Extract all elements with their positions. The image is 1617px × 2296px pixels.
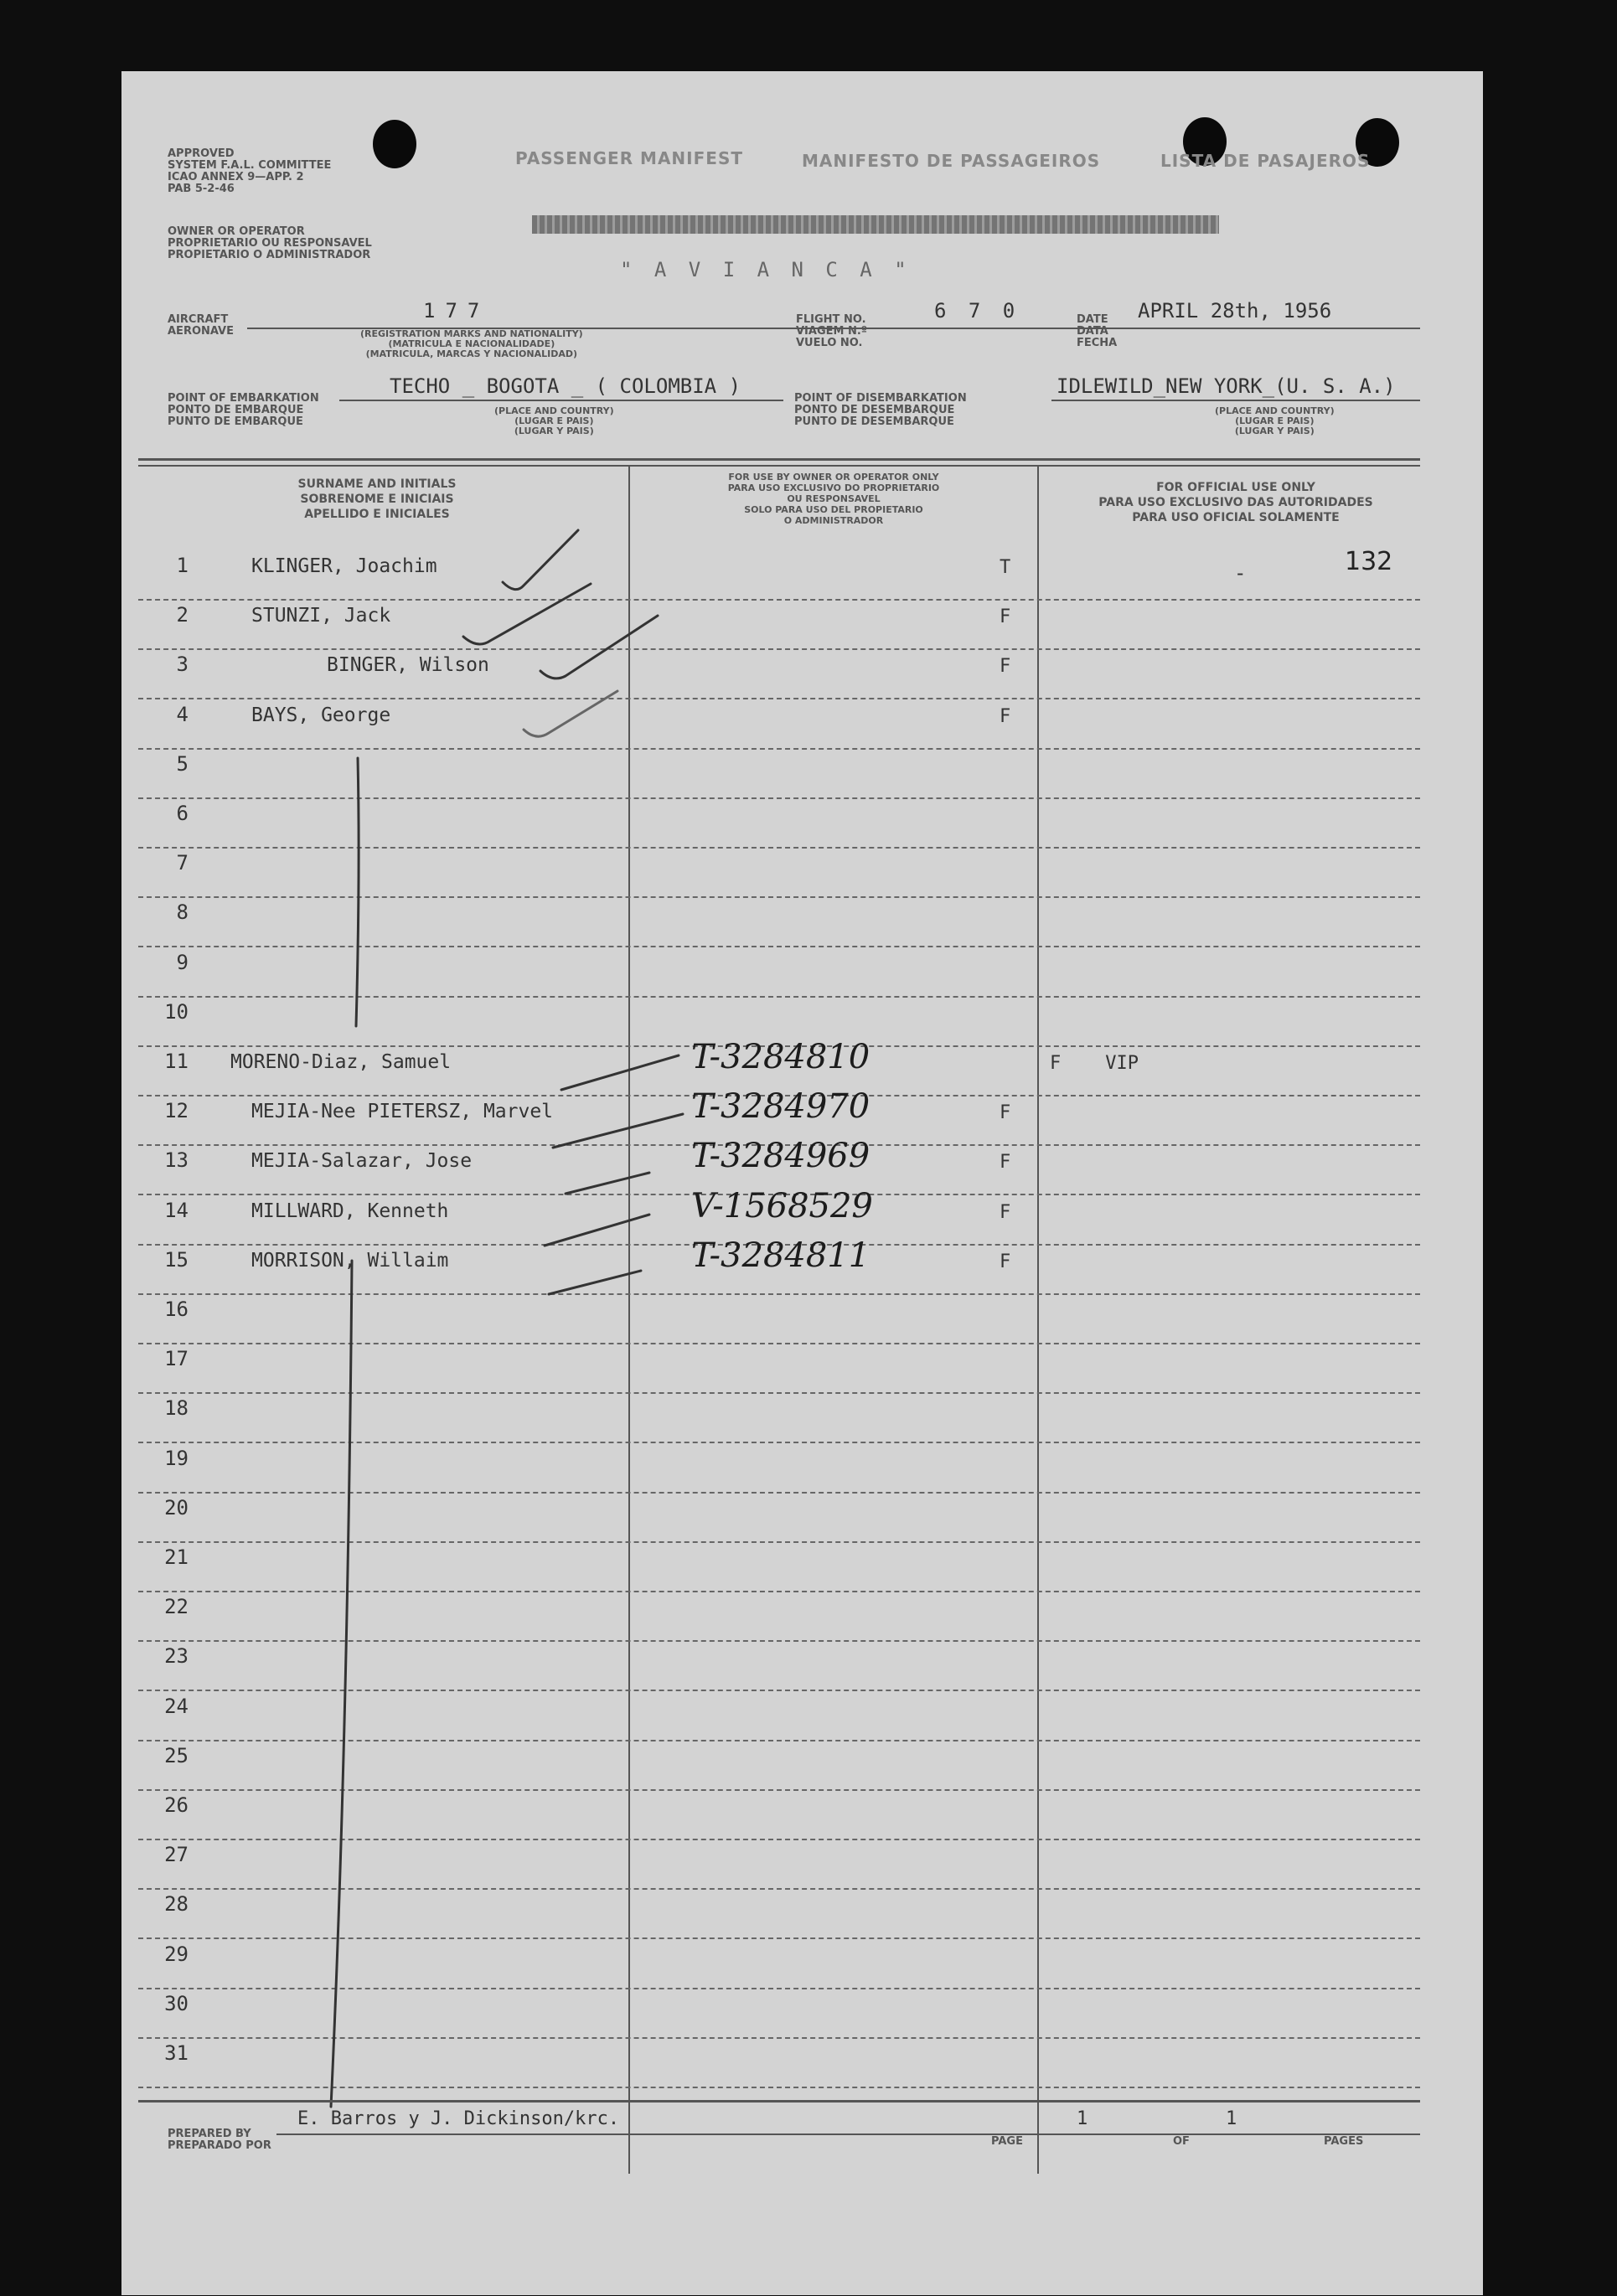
check-mark xyxy=(540,616,658,678)
disembark-value: IDLEWILD_NEW YORK_(U. S. A.) xyxy=(1056,374,1396,398)
embark-label: POINT OF EMBARKATION PONTO DE EMBARQUE PUNTO DE EMBARQUE xyxy=(168,392,319,428)
row-number: 23 xyxy=(164,1644,189,1668)
disembark-label: POINT OF DISEMBARKATION PONTO DE DESEMBARQUE PUNTO DE DESEMBARQUE xyxy=(794,392,967,428)
passenger-name: BINGER, Wilson xyxy=(327,654,489,676)
pages-value: 1 xyxy=(1226,2108,1237,2129)
row-number: 26 xyxy=(164,1793,189,1817)
row-number: 6 xyxy=(176,802,189,825)
row-number: 10 xyxy=(164,1000,189,1024)
row-number: 17 xyxy=(164,1347,189,1370)
title-manifesto: MANIFESTO DE PASSAGEIROS xyxy=(802,151,1101,171)
disembark-sub: (PLACE AND COUNTRY) (LUGAR E PAIS) (LUGAR Y PAIS) xyxy=(1215,405,1335,436)
passenger-name: KLINGER, Joachim xyxy=(251,555,437,577)
owner-label: OWNER OR OPERATOR PROPRIETARIO OU RESPONSAVEL PROPIETARIO O ADMINISTRADOR xyxy=(168,225,372,261)
row-number: 16 xyxy=(164,1298,189,1321)
passenger-name: MEJIA-Nee PIETERSZ, Marvel xyxy=(251,1101,554,1122)
passenger-name: BAYS, George xyxy=(251,704,391,726)
row-number: 24 xyxy=(164,1695,189,1718)
page-value: 1 xyxy=(1077,2108,1088,2129)
embark-value: TECHO _ BOGOTA _ ( COLOMBIA ) xyxy=(390,374,741,398)
row-number: 19 xyxy=(164,1447,189,1470)
status-flag: F xyxy=(1000,706,1011,727)
row-number: 11 xyxy=(164,1050,189,1073)
row-number: 3 xyxy=(176,653,189,676)
row-number: 8 xyxy=(176,900,189,924)
status-flag: F xyxy=(1000,656,1011,677)
row-number: 31 xyxy=(164,2041,189,2065)
dash-stroke xyxy=(566,1173,649,1194)
status-flag: F xyxy=(1000,1152,1011,1173)
row-number: 22 xyxy=(164,1595,189,1618)
row-number: 20 xyxy=(164,1496,189,1519)
status-flag: F xyxy=(1000,606,1011,627)
row-number: 21 xyxy=(164,1545,189,1569)
column-head-official-use: FOR OFFICIAL USE ONLY PARA USO EXCLUSIVO DAS AUTORIDADES PARA USO OFICIAL SOLAMENTE xyxy=(1098,481,1373,524)
page-label: PAGE xyxy=(991,2135,1023,2148)
official-count: 132 xyxy=(1345,547,1393,576)
dash-stroke xyxy=(545,1215,649,1246)
approval-block: APPROVED SYSTEM F.A.L. COMMITTEE ICAO ANNEX 9—APP. 2 PAB 5-2-46 xyxy=(168,147,332,195)
row-number: 30 xyxy=(164,1992,189,2015)
aircraft-sub: (REGISTRATION MARKS AND NATIONALITY) (MATRICULA E NACIONALIDADE) (MATRICULA, MARCAS Y NACIONALIDAD) xyxy=(360,328,583,359)
date-value: APRIL 28th, 1956 xyxy=(1138,299,1332,322)
title-lista: LISTA DE PASAJEROS xyxy=(1160,151,1371,171)
ticket-number: V-1568529 xyxy=(691,1187,873,1225)
brace-line xyxy=(331,1261,352,2107)
passenger-name: MORRISON, Willaim xyxy=(251,1250,449,1272)
manifest-page xyxy=(121,71,1483,2295)
row-number: 18 xyxy=(164,1396,189,1420)
prepared-label: PREPARED BY PREPARADO POR xyxy=(168,2128,271,2152)
row-number: 12 xyxy=(164,1099,189,1122)
row-number: 1 xyxy=(176,554,189,577)
brace-line xyxy=(356,758,359,1026)
passenger-name: MEJIA-Salazar, Jose xyxy=(251,1150,473,1172)
dash-stroke xyxy=(549,1271,641,1294)
table-bottom-rule xyxy=(138,2100,1420,2103)
row-number: 4 xyxy=(176,703,189,726)
row-number: 9 xyxy=(176,951,189,974)
pages-label: PAGES xyxy=(1324,2135,1364,2148)
row-number: 27 xyxy=(164,1843,189,1866)
official-note: F VIP xyxy=(1050,1053,1139,1074)
ticket-number: T-3284970 xyxy=(691,1087,870,1126)
aircraft-label: AIRCRAFT AERONAVE xyxy=(168,313,235,338)
status-flag: F xyxy=(1000,1251,1011,1272)
column-head-names: SURNAME AND INITIALS SOBRENOME E INICIAIS APELLIDO E INICIALES xyxy=(297,477,457,521)
prepared-value: E. Barros y J. Dickinson/krc. xyxy=(297,2108,620,2129)
passenger-name: STUNZI, Jack xyxy=(251,605,391,627)
title-passenger-manifest: PASSENGER MANIFEST xyxy=(515,148,743,168)
row-number: 14 xyxy=(164,1199,189,1222)
dash-stroke xyxy=(553,1114,683,1148)
check-mark xyxy=(463,584,591,644)
official-dash: - xyxy=(1234,561,1247,585)
row-number: 28 xyxy=(164,1892,189,1916)
embark-sub: (PLACE AND COUNTRY) (LUGAR E PAIS) (LUGAR Y PAIS) xyxy=(494,405,614,436)
handwriting-layer xyxy=(121,71,1483,2295)
row-number: 5 xyxy=(176,752,189,776)
row-number: 13 xyxy=(164,1148,189,1172)
row-number: 15 xyxy=(164,1248,189,1272)
aircraft-value: 177 xyxy=(423,299,490,322)
flight-label: FLIGHT NO. VIAGEM N.º VUELO NO. xyxy=(796,313,868,349)
ticket-number: T-3284810 xyxy=(691,1038,870,1076)
operator-name: " A V I A N C A " xyxy=(620,258,912,281)
row-number: 7 xyxy=(176,851,189,875)
row-number: 25 xyxy=(164,1744,189,1767)
ticket-number: T-3284811 xyxy=(691,1236,870,1275)
row-number: 2 xyxy=(176,603,189,627)
ticket-number: T-3284969 xyxy=(691,1137,870,1175)
check-mark xyxy=(524,691,617,736)
dash-stroke xyxy=(561,1055,679,1090)
row-number: 29 xyxy=(164,1943,189,1966)
status-flag: F xyxy=(1000,1202,1011,1223)
of-label: OF xyxy=(1173,2135,1190,2148)
passenger-name: MORENO-Diaz, Samuel xyxy=(230,1051,452,1073)
passenger-name: MILLWARD, Kenneth xyxy=(251,1200,449,1222)
status-flag: F xyxy=(1000,1102,1011,1123)
status-flag: T xyxy=(1000,557,1011,578)
check-mark xyxy=(503,530,578,590)
flight-value: 6 7 0 xyxy=(934,299,1020,322)
column-head-owner-use: FOR USE BY OWNER OR OPERATOR ONLY PARA USO EXCLUSIVO DO PROPRIETARIO OU RESPONSAVEL SOLO PARA USO DEL PROPIETARIO O ADMINISTRADOR xyxy=(727,472,940,526)
date-label: DATE DATA FECHA xyxy=(1077,313,1118,349)
